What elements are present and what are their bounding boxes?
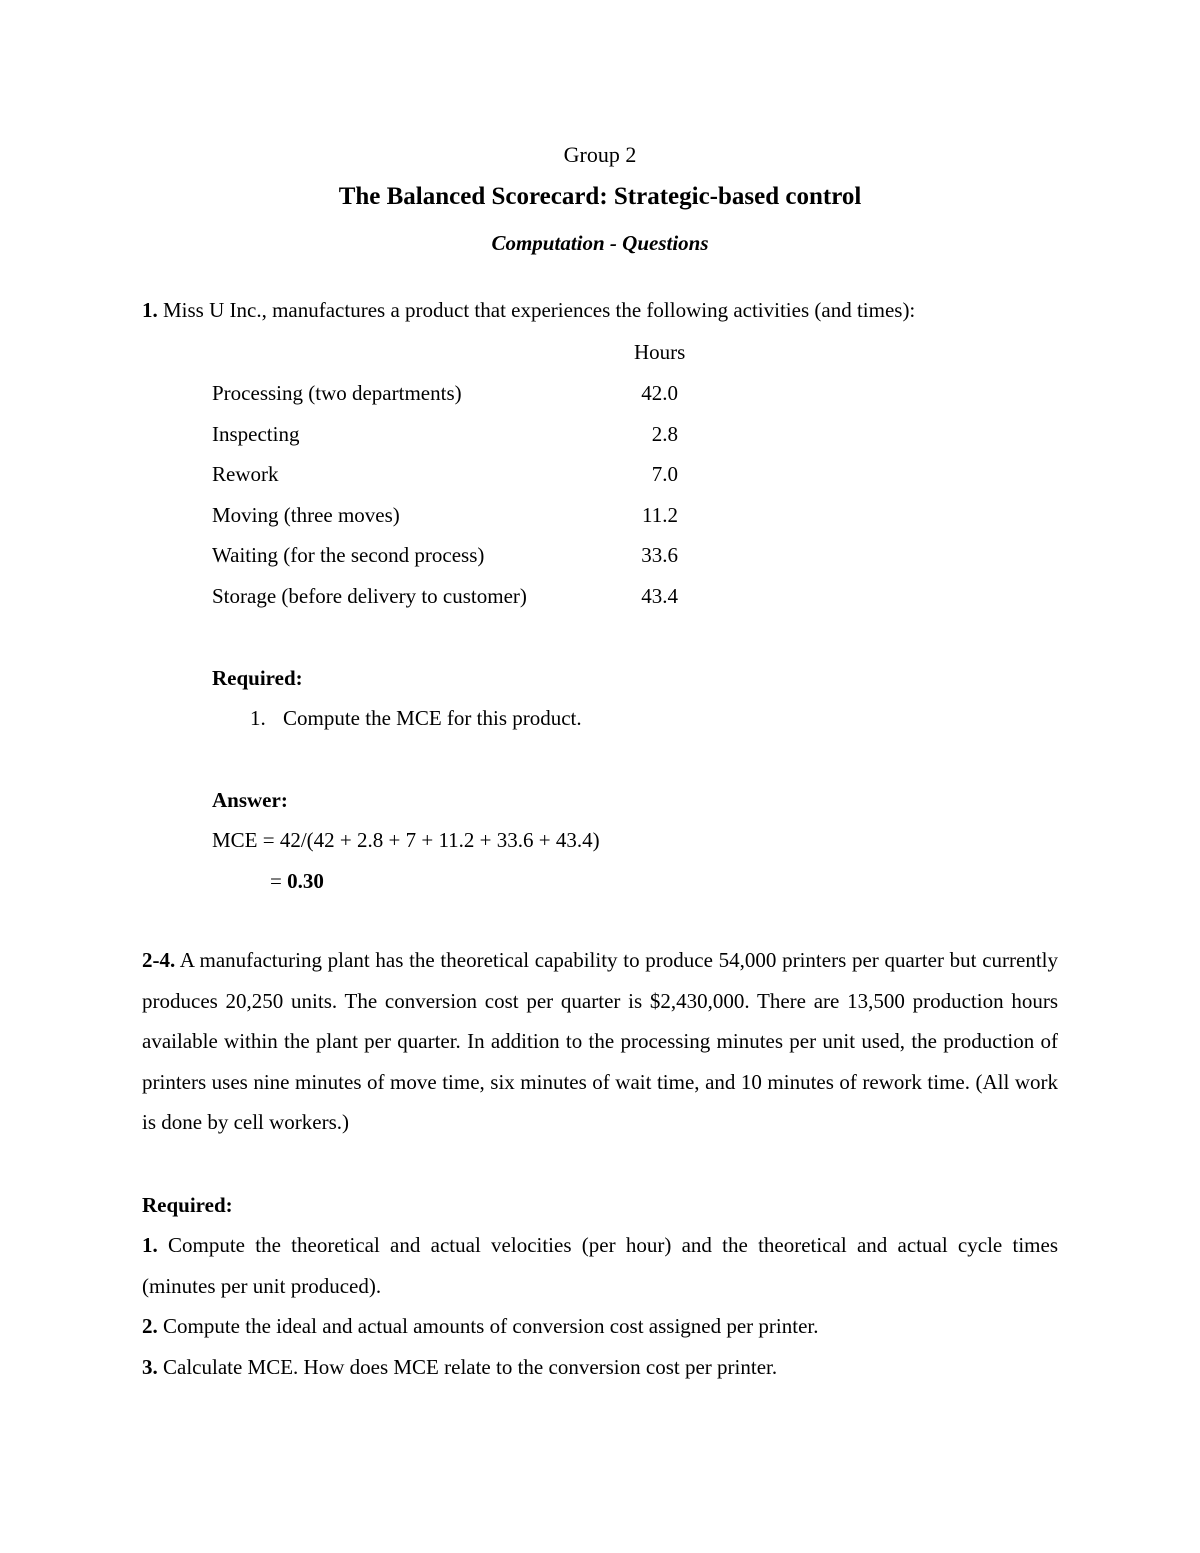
- activity-hours: 7.0: [651, 462, 678, 486]
- activity-hours: 43.4: [641, 584, 678, 608]
- question-2-4-text: A manufacturing plant has the theoretical capability to produce 54,000 printers per quarter but currently produces 20,250 units. The conversion cost per quarter is $2,430,000. There are 13,500 production hours available within the plant per quarter. In addition to the processing minutes per unit used, the production of printers uses nine minutes of move time, six minutes of wait time, and 10 minutes of rework time. (All work is done by cell workers.): [142, 948, 1058, 1135]
- document-subtitle: Computation - Questions: [491, 231, 709, 255]
- answer-result: [270, 869, 324, 894]
- question-2-4-paragraph: [142, 940, 1058, 1143]
- hours-column-header: Hours: [634, 340, 686, 364]
- activity-hours: 2.8: [651, 422, 678, 446]
- answer-formula: MCE = 42/(42 + 2.8 + 7 + 11.2 + 33.6 + 43.4): [212, 828, 600, 852]
- document-title: The Balanced Scorecard: Strategic-based control: [338, 183, 862, 210]
- activity-label: Processing (two departments): [212, 381, 462, 405]
- answer-label: Answer:: [212, 788, 288, 812]
- answer-result-prefix: =: [270, 869, 288, 893]
- item-number: 2.: [142, 1314, 158, 1338]
- group-label: Group 2: [563, 142, 637, 167]
- activity-hours: 11.2: [642, 503, 678, 527]
- item-text: Compute the ideal and actual amounts of conversion cost assigned per printer.: [157, 1314, 819, 1338]
- q2-required-item-3: [142, 1347, 1058, 1388]
- q2-required-label: Required:: [142, 1193, 233, 1217]
- question-1-number: 1.: [142, 298, 158, 322]
- activity-hours: 42.0: [641, 381, 678, 405]
- q2-required-item-2: [142, 1306, 1058, 1347]
- item-text: Compute the theoretical and actual velocities (per hour) and the theoretical and actual cycle times (minutes per unit produced).: [142, 1233, 1058, 1298]
- activity-label: Waiting (for the second process): [212, 543, 485, 567]
- question-2-4-number: 2-4.: [142, 948, 176, 972]
- item-number: 1.: [142, 1233, 158, 1257]
- item-text: Calculate MCE. How does MCE relate to the conversion cost per printer.: [157, 1355, 778, 1379]
- activity-label: Moving (three moves): [212, 503, 400, 527]
- item-number: 3.: [142, 1355, 158, 1379]
- question-1-text: Miss U Inc., manufactures a product that experiences the following activities (and times):: [157, 298, 916, 322]
- answer-result-value: 0.30: [287, 869, 324, 893]
- q1-required-item: Compute the MCE for this product.: [283, 706, 582, 730]
- q1-required-item-number: 1.: [250, 706, 266, 730]
- activity-label: Rework: [212, 462, 279, 486]
- activity-label: Storage (before delivery to customer): [212, 584, 527, 608]
- question-1-intro: [142, 298, 915, 323]
- q2-required-item-1: [142, 1225, 1058, 1306]
- q1-required-label: Required:: [212, 666, 303, 690]
- activity-hours: 33.6: [641, 543, 678, 567]
- activity-label: Inspecting: [212, 422, 300, 446]
